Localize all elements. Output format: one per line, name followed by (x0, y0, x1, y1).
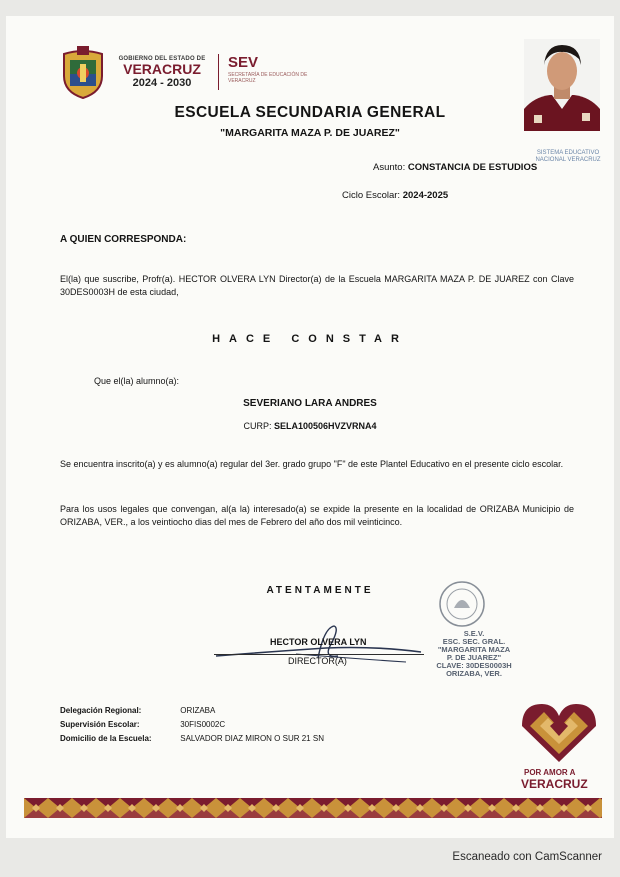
stamp-line: ORIZABA, VER. (446, 669, 502, 678)
info-value: SALVADOR DIAZ MIRON O SUR 21 SN (180, 734, 324, 743)
decorative-pattern-band (24, 798, 602, 818)
info-value: 30FIS0002C (180, 720, 226, 729)
footer-info-row (60, 732, 324, 746)
salutation: A QUIEN CORRESPONDA: (60, 234, 187, 245)
info-label: Delegación Regional: (60, 706, 142, 715)
cycle-value: 2024-2025 (402, 190, 449, 201)
hace-constar-heading: HACE CONSTAR (212, 333, 408, 345)
school-cycle (342, 190, 448, 201)
sev-subtitle: SECRETARÍA DE EDUCACIÓN DE VERACRUZ (228, 72, 308, 84)
subject-line (373, 162, 537, 173)
subject-label: Asunto: (373, 162, 406, 173)
curp-label: CURP: (243, 421, 272, 431)
signer-name: HECTOR OLVERA LYN (270, 637, 367, 647)
paragraph-enrollment: Se encuentra inscrito(a) y es alumno(a) regular del 3er. grado grupo "F" de este Plantel Educativo en el presente ciclo escolar. (60, 459, 564, 469)
student-name: SEVERIANO LARA ANDRES (243, 398, 377, 409)
school-subtitle: "MARGARITA MAZA P. DE JUAREZ" (220, 127, 400, 139)
footer-info-row (60, 704, 215, 718)
paragraph-legal: Para los usos legales que convengan, al(a la) interesado(a) se expide la presente en la localidad de ORIZABA Municipio de ORIZABA, VER., a los veintiocho dias del mes de Febrero del año dos mil veinticinco. (60, 504, 574, 527)
school-title: ESCUELA SECUNDARIA GENERAL (174, 104, 446, 121)
info-label: Supervisión Escolar: (60, 720, 140, 729)
scanner-watermark: Escaneado con CamScanner (452, 851, 602, 863)
sev-logo: SEV (228, 54, 259, 71)
official-stamp-text (426, 630, 522, 678)
brand-big-text: VERACRUZ (521, 777, 588, 791)
info-value: ORIZABA (180, 706, 216, 715)
brand-small-text: POR AMOR A (524, 768, 576, 777)
government-logo-text (116, 56, 208, 89)
gov-line1: GOBIERNO DEL ESTADO DE (118, 56, 206, 62)
signature-line (214, 654, 424, 655)
gov-years: 2024 - 2030 (132, 77, 192, 89)
curp-value: SELA100506HVZVRNA4 (273, 421, 377, 431)
stamp-line: S.E.V. (463, 629, 485, 638)
signer-role: DIRECTOR(A) (288, 656, 347, 666)
student-label: Que el(la) alumno(a): (94, 376, 180, 386)
curp-line (0, 421, 620, 431)
info-label: Domicilio de la Escuela: (60, 734, 152, 743)
subject-value: CONSTANCIA DE ESTUDIOS (407, 162, 538, 173)
footer-info-row (60, 718, 225, 732)
logo-divider (218, 54, 219, 90)
paragraph-intro: El(la) que suscribe, Profr(a). HECTOR OLVERA LYN Director(a) de la Escuela MARGARITA MAZA P. DE JUAREZ con Clave 30DES0003H de esta ciudad, (60, 274, 574, 297)
closing: ATENTAMENTE (266, 585, 374, 596)
veracruz-seal-icon (60, 46, 106, 100)
cycle-label: Ciclo Escolar: (342, 190, 401, 201)
stamp-line: CLAVE: 30DES0003H (436, 661, 512, 670)
system-stamp: SISTEMA EDUCATIVO NACIONAL VERACRUZ (535, 150, 601, 163)
stamp-line: "MARGARITA MAZA (437, 645, 511, 654)
gov-name: VERACRUZ (123, 61, 201, 77)
stamp-line: P. DE JUAREZ" (446, 653, 502, 662)
stamp-line: ESC. SEC. GRAL. (442, 637, 506, 646)
